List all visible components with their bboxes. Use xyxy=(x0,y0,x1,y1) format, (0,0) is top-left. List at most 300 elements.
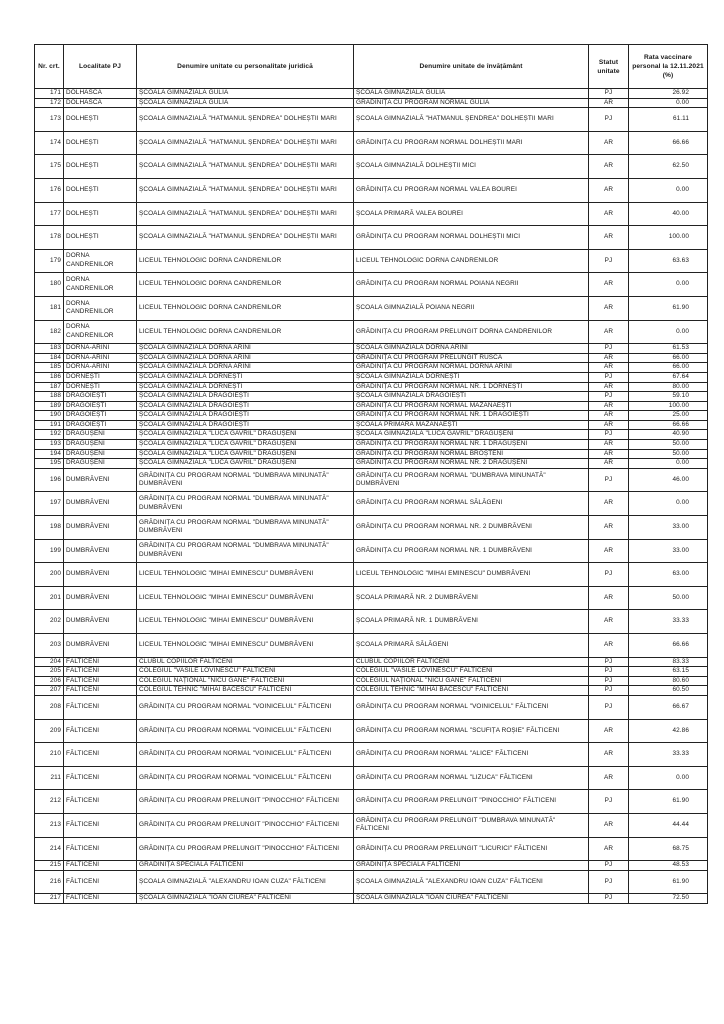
cell-rata: 63.63 xyxy=(629,249,708,273)
cell-statut: PJ xyxy=(589,686,629,696)
cell-statut: PJ xyxy=(589,249,629,273)
cell-nr: 201 xyxy=(35,586,64,610)
cell-nr: 193 xyxy=(35,440,64,450)
cell-rata: 61.90 xyxy=(629,790,708,814)
cell-denumire-pj: ȘCOALA GIMNAZIALĂ "LUCA GAVRIL" DRĂGUȘENI xyxy=(137,440,354,450)
cell-denumire-unitate: GRĂDINIȚA CU PROGRAM NORMAL NR. 1 DRĂGOIEȘTI xyxy=(354,411,589,421)
cell-nr: 181 xyxy=(35,296,64,320)
cell-statut: AR xyxy=(589,492,629,516)
cell-denumire-unitate: ȘCOALA GIMNAZIALĂ DORNEȘTI xyxy=(354,372,589,382)
cell-denumire-pj: GRĂDINIȚA CU PROGRAM NORMAL "DUMBRAVA MINUNATĂ" DUMBRĂVENI xyxy=(137,539,354,563)
cell-denumire-unitate: GRĂDINIȚA CU PROGRAM NORMAL DOLHEȘTII MICI xyxy=(354,226,589,250)
table-row xyxy=(35,837,708,861)
cell-denumire-pj: ȘCOALA GIMNAZIALĂ DORNEȘTI xyxy=(137,372,354,382)
cell-localitate: DOLHEȘTI xyxy=(64,131,137,155)
cell-nr: 192 xyxy=(35,430,64,440)
cell-statut: PJ xyxy=(589,790,629,814)
cell-denumire-unitate: GRĂDINIȚA CU PROGRAM NORMAL "SCUFIȚA ROȘIE" FĂLTICENI xyxy=(354,719,589,743)
cell-localitate: DOLHASCA xyxy=(64,98,137,108)
cell-denumire-pj: ȘCOALA GIMNAZIALĂ "HATMANUL ȘENDREA" DOLHEȘTII MARI xyxy=(137,155,354,179)
cell-denumire-unitate: GRĂDINIȚA CU PROGRAM PRELUNGIT "DUMBRAVA MINUNATĂ" FĂLTICENI xyxy=(354,813,589,837)
table-row xyxy=(35,353,708,363)
cell-nr: 171 xyxy=(35,89,64,99)
cell-denumire-pj: ȘCOALA GIMNAZIALĂ "HATMANUL ȘENDREA" DOLHEȘTII MARI xyxy=(137,131,354,155)
table-row xyxy=(35,459,708,469)
table-row xyxy=(35,719,708,743)
cell-rata: 67.64 xyxy=(629,372,708,382)
cell-denumire-unitate: GRĂDINIȚA CU PROGRAM PRELUNGIT DORNA CANDRENILOR xyxy=(354,320,589,344)
table-row xyxy=(35,667,708,677)
cell-localitate: DRĂGOIEȘTI xyxy=(64,401,137,411)
cell-denumire-pj: LICEUL TEHNOLOGIC DORNA CANDRENILOR xyxy=(137,296,354,320)
cell-denumire-pj: LICEUL TEHNOLOGIC "MIHAI EMINESCU" DUMBRĂVENI xyxy=(137,563,354,587)
table-header-row xyxy=(35,45,708,89)
cell-statut: PJ xyxy=(589,563,629,587)
cell-nr: 173 xyxy=(35,108,64,132)
vaccination-table-page xyxy=(34,44,707,904)
table-row xyxy=(35,695,708,719)
cell-localitate: DOLHASCA xyxy=(64,89,137,99)
cell-rata: 61.11 xyxy=(629,108,708,132)
cell-denumire-pj: ȘCOALA GIMNAZIALĂ "LUCA GAVRIL" DRĂGUȘENI xyxy=(137,430,354,440)
table-row xyxy=(35,790,708,814)
cell-localitate: FĂLTICENI xyxy=(64,790,137,814)
cell-denumire-pj: LICEUL TEHNOLOGIC DORNA CANDRENILOR xyxy=(137,273,354,297)
cell-denumire-unitate: LICEUL TEHNOLOGIC DORNA CANDRENILOR xyxy=(354,249,589,273)
cell-denumire-pj: CLUBUL COPIILOR FĂLTICENI xyxy=(137,657,354,667)
cell-nr: 183 xyxy=(35,344,64,354)
table-row xyxy=(35,178,708,202)
table-row xyxy=(35,108,708,132)
cell-denumire-unitate: ȘCOALA GIMNAZIALĂ "HATMANUL ȘENDREA" DOLHEȘTII MARI xyxy=(354,108,589,132)
cell-rata: 0.00 xyxy=(629,492,708,516)
cell-denumire-unitate: GRĂDINIȚA CU PROGRAM NORMAL DOLHEȘTII MARI xyxy=(354,131,589,155)
cell-denumire-unitate: GRĂDINIȚA CU PROGRAM PRELUNGIT "LICURICI" FĂLTICENI xyxy=(354,837,589,861)
table-row xyxy=(35,610,708,634)
cell-denumire-pj: GRĂDINIȚA CU PROGRAM PRELUNGIT "PINOCCHIO" FĂLTICENI xyxy=(137,813,354,837)
cell-rata: 66.00 xyxy=(629,353,708,363)
cell-denumire-pj: GRĂDINIȚA CU PROGRAM NORMAL "VOINICELUL" FĂLTICENI xyxy=(137,695,354,719)
table-row xyxy=(35,813,708,837)
cell-nr: 202 xyxy=(35,610,64,634)
cell-nr: 199 xyxy=(35,539,64,563)
table-row xyxy=(35,586,708,610)
cell-denumire-pj: ȘCOALA GIMNAZIALĂ "HATMANUL ȘENDREA" DOLHEȘTII MARI xyxy=(137,202,354,226)
cell-rata: 0.00 xyxy=(629,766,708,790)
cell-rata: 63.00 xyxy=(629,563,708,587)
cell-localitate: DORNA CANDRENILOR xyxy=(64,249,137,273)
table-row xyxy=(35,870,708,894)
cell-localitate: DOLHEȘTI xyxy=(64,202,137,226)
cell-rata: 68.75 xyxy=(629,837,708,861)
cell-localitate: DORNA-ARINI xyxy=(64,363,137,373)
cell-denumire-pj: GRĂDINIȚA CU PROGRAM NORMAL "DUMBRAVA MINUNATĂ" DUMBRĂVENI xyxy=(137,468,354,492)
cell-denumire-unitate: ȘCOALA GIMNAZIALĂ "IOAN CIUREA" FĂLTICENI xyxy=(354,894,589,904)
cell-denumire-unitate: ȘCOALA PRIMARĂ VALEA BOUREI xyxy=(354,202,589,226)
cell-localitate: FĂLTICENI xyxy=(64,766,137,790)
header-denumire-pj: Denumire unitate cu personalitate juridică xyxy=(137,45,354,89)
cell-denumire-pj: ȘCOALA GIMNAZIALĂ DORNEȘTI xyxy=(137,382,354,392)
cell-denumire-pj: ȘCOALA GIMNAZIALĂ "HATMANUL ȘENDREA" DOLHEȘTII MARI xyxy=(137,108,354,132)
cell-denumire-pj: GRĂDINIȚA CU PROGRAM NORMAL "DUMBRAVA MINUNATĂ" DUMBRĂVENI xyxy=(137,516,354,540)
cell-statut: AR xyxy=(589,382,629,392)
cell-nr: 177 xyxy=(35,202,64,226)
cell-statut: PJ xyxy=(589,344,629,354)
cell-nr: 197 xyxy=(35,492,64,516)
cell-denumire-unitate: GRĂDINIȚA CU PROGRAM PRELUNGIT "PINOCCHIO" FĂLTICENI xyxy=(354,790,589,814)
table-row xyxy=(35,155,708,179)
cell-statut: AR xyxy=(589,459,629,469)
cell-statut: AR xyxy=(589,226,629,250)
cell-nr: 204 xyxy=(35,657,64,667)
cell-nr: 213 xyxy=(35,813,64,837)
cell-rata: 0.00 xyxy=(629,98,708,108)
cell-nr: 174 xyxy=(35,131,64,155)
cell-statut: PJ xyxy=(589,392,629,402)
cell-statut: AR xyxy=(589,516,629,540)
cell-statut: PJ xyxy=(589,894,629,904)
cell-localitate: DUMBRĂVENI xyxy=(64,563,137,587)
cell-nr: 186 xyxy=(35,372,64,382)
cell-denumire-pj: GRĂDINIȚA CU PROGRAM PRELUNGIT "PINOCCHIO" FĂLTICENI xyxy=(137,837,354,861)
cell-statut: AR xyxy=(589,178,629,202)
cell-nr: 200 xyxy=(35,563,64,587)
cell-denumire-unitate: ȘCOALA GIMNAZIALĂ DRĂGOIEȘTI xyxy=(354,392,589,402)
cell-nr: 198 xyxy=(35,516,64,540)
table-row xyxy=(35,382,708,392)
table-row xyxy=(35,861,708,871)
cell-rata: 25.00 xyxy=(629,411,708,421)
cell-denumire-pj: ȘCOALA GIMNAZIALĂ "ALEXANDRU IOAN CUZA" FĂLTICENI xyxy=(137,870,354,894)
cell-denumire-pj: ȘCOALA GIMNAZIALĂ DORNA ARINI xyxy=(137,363,354,373)
cell-statut: AR xyxy=(589,449,629,459)
cell-localitate: FĂLTICENI xyxy=(64,686,137,696)
cell-statut: PJ xyxy=(589,861,629,871)
table-row xyxy=(35,344,708,354)
cell-nr: 195 xyxy=(35,459,64,469)
cell-nr: 194 xyxy=(35,449,64,459)
cell-rata: 60.50 xyxy=(629,686,708,696)
cell-rata: 100.00 xyxy=(629,226,708,250)
cell-denumire-pj: ȘCOALA GIMNAZIALĂ DORNA ARINI xyxy=(137,353,354,363)
cell-denumire-unitate: GRĂDINIȚA CU PROGRAM NORMAL "LIZUCA" FĂLTICENI xyxy=(354,766,589,790)
cell-statut: AR xyxy=(589,131,629,155)
cell-rata: 33.00 xyxy=(629,516,708,540)
cell-rata: 72.50 xyxy=(629,894,708,904)
cell-statut: PJ xyxy=(589,657,629,667)
cell-localitate: DRĂGUȘENI xyxy=(64,430,137,440)
cell-statut: AR xyxy=(589,296,629,320)
cell-localitate: FĂLTICENI xyxy=(64,870,137,894)
cell-nr: 182 xyxy=(35,320,64,344)
cell-rata: 59.10 xyxy=(629,392,708,402)
cell-denumire-pj: GRĂDINIȚA CU PROGRAM NORMAL "VOINICELUL" FĂLTICENI xyxy=(137,766,354,790)
cell-localitate: DOLHEȘTI xyxy=(64,226,137,250)
cell-denumire-unitate: ȘCOALA GIMNAZIALĂ GULIA xyxy=(354,89,589,99)
cell-rata: 0.00 xyxy=(629,459,708,469)
cell-rata: 66.67 xyxy=(629,695,708,719)
cell-rata: 40.90 xyxy=(629,430,708,440)
cell-denumire-pj: COLEGIUL "VASILE LOVINESCU" FĂLTICENI xyxy=(137,667,354,677)
table-row xyxy=(35,468,708,492)
cell-statut: AR xyxy=(589,273,629,297)
cell-statut: AR xyxy=(589,440,629,450)
cell-nr: 203 xyxy=(35,634,64,658)
cell-denumire-pj: ȘCOALA GIMNAZIALĂ DORNA ARINI xyxy=(137,344,354,354)
cell-denumire-unitate: COLEGIUL NAȚIONAL "NICU GANE" FĂLTICENI xyxy=(354,676,589,686)
cell-nr: 196 xyxy=(35,468,64,492)
cell-localitate: FĂLTICENI xyxy=(64,743,137,767)
cell-denumire-pj: ȘCOALA GIMNAZIALĂ DRĂGOIEȘTI xyxy=(137,401,354,411)
cell-statut: AR xyxy=(589,813,629,837)
cell-nr: 191 xyxy=(35,420,64,430)
table-row xyxy=(35,89,708,99)
cell-denumire-unitate: COLEGIUL "VASILE LOVINESCU" FĂLTICENI xyxy=(354,667,589,677)
cell-denumire-unitate: GRĂDINIȚA CU PROGRAM NORMAL NR. 1 DORNEȘTI xyxy=(354,382,589,392)
table-row xyxy=(35,131,708,155)
cell-statut: PJ xyxy=(589,89,629,99)
cell-statut: PJ xyxy=(589,870,629,894)
table-row xyxy=(35,516,708,540)
cell-denumire-pj: LICEUL TEHNOLOGIC "MIHAI EMINESCU" DUMBRĂVENI xyxy=(137,634,354,658)
cell-nr: 206 xyxy=(35,676,64,686)
cell-denumire-pj: GRĂDINIȚA CU PROGRAM NORMAL "DUMBRAVA MINUNATĂ" DUMBRĂVENI xyxy=(137,492,354,516)
cell-nr: 188 xyxy=(35,392,64,402)
table-row xyxy=(35,657,708,667)
cell-denumire-pj: GRĂDINIȚA SPECIALĂ FĂLTICENI xyxy=(137,861,354,871)
cell-denumire-unitate: GRĂDINIȚA CU PROGRAM NORMAL SĂLĂGENI xyxy=(354,492,589,516)
cell-rata: 33.33 xyxy=(629,743,708,767)
cell-rata: 0.00 xyxy=(629,178,708,202)
cell-localitate: FĂLTICENI xyxy=(64,861,137,871)
cell-localitate: FĂLTICENI xyxy=(64,894,137,904)
cell-denumire-pj: GRĂDINIȚA CU PROGRAM PRELUNGIT "PINOCCHIO" FĂLTICENI xyxy=(137,790,354,814)
cell-localitate: DUMBRĂVENI xyxy=(64,586,137,610)
table-row xyxy=(35,440,708,450)
cell-rata: 33.00 xyxy=(629,539,708,563)
cell-denumire-pj: COLEGIUL NAȚIONAL "NICU GANE" FĂLTICENI xyxy=(137,676,354,686)
cell-denumire-pj: ȘCOALA GIMNAZIALĂ "LUCA GAVRIL" DRĂGUȘENI xyxy=(137,459,354,469)
cell-localitate: DUMBRĂVENI xyxy=(64,634,137,658)
cell-localitate: DRĂGOIEȘTI xyxy=(64,411,137,421)
cell-localitate: DORNEȘTI xyxy=(64,382,137,392)
cell-statut: PJ xyxy=(589,430,629,440)
cell-denumire-unitate: ȘCOALA PRIMARĂ MĂZĂNĂEȘTI xyxy=(354,420,589,430)
cell-localitate: DRĂGUȘENI xyxy=(64,440,137,450)
table-row xyxy=(35,420,708,430)
cell-statut: AR xyxy=(589,320,629,344)
cell-nr: 175 xyxy=(35,155,64,179)
cell-statut: AR xyxy=(589,837,629,861)
header-rata-vaccinare: Rata vaccinare personal la 12.11.2021 (%) xyxy=(629,45,708,89)
cell-localitate: DRĂGOIEȘTI xyxy=(64,392,137,402)
cell-denumire-pj: LICEUL TEHNOLOGIC "MIHAI EMINESCU" DUMBRĂVENI xyxy=(137,610,354,634)
cell-statut: AR xyxy=(589,634,629,658)
cell-localitate: DRĂGUȘENI xyxy=(64,459,137,469)
cell-rata: 50.00 xyxy=(629,586,708,610)
cell-localitate: DOLHEȘTI xyxy=(64,178,137,202)
cell-statut: AR xyxy=(589,411,629,421)
cell-rata: 0.00 xyxy=(629,320,708,344)
cell-rata: 50.00 xyxy=(629,440,708,450)
vaccination-table xyxy=(34,44,708,904)
cell-localitate: DUMBRĂVENI xyxy=(64,610,137,634)
cell-rata: 63.15 xyxy=(629,667,708,677)
cell-denumire-unitate: GRĂDINIȚA CU PROGRAM NORMAL "VOINICELUL" FĂLTICENI xyxy=(354,695,589,719)
cell-denumire-unitate: ȘCOALA PRIMARĂ NR. 2 DUMBRĂVENI xyxy=(354,586,589,610)
cell-statut: PJ xyxy=(589,676,629,686)
cell-nr: 217 xyxy=(35,894,64,904)
cell-localitate: DORNA CANDRENILOR xyxy=(64,320,137,344)
cell-rata: 50.00 xyxy=(629,449,708,459)
cell-denumire-unitate: GRĂDINIȚA CU PROGRAM NORMAL NR. 2 DRĂGUȘENI xyxy=(354,459,589,469)
cell-localitate: FĂLTICENI xyxy=(64,676,137,686)
cell-nr: 185 xyxy=(35,363,64,373)
cell-nr: 212 xyxy=(35,790,64,814)
cell-statut: PJ xyxy=(589,468,629,492)
cell-denumire-unitate: ȘCOALA GIMNAZIALĂ "LUCA GAVRIL" DRĂGUȘENI xyxy=(354,430,589,440)
header-denumire-unitate: Denumire unitate de învățământ xyxy=(354,45,589,89)
cell-denumire-pj: ȘCOALA GIMNAZIALĂ "HATMANUL ȘENDREA" DOLHEȘTII MARI xyxy=(137,226,354,250)
cell-localitate: FĂLTICENI xyxy=(64,837,137,861)
cell-statut: AR xyxy=(589,586,629,610)
cell-denumire-unitate: GRĂDINIȚA CU PROGRAM NORMAL VALEA BOUREI xyxy=(354,178,589,202)
cell-statut: AR xyxy=(589,610,629,634)
cell-denumire-pj: ȘCOALA GIMNAZIALĂ DRĂGOIEȘTI xyxy=(137,392,354,402)
cell-denumire-unitate: GRĂDINIȚA CU PROGRAM NORMAL GULIA xyxy=(354,98,589,108)
cell-rata: 100.00 xyxy=(629,401,708,411)
cell-statut: AR xyxy=(589,363,629,373)
cell-denumire-pj: ȘCOALA GIMNAZIALĂ GULIA xyxy=(137,89,354,99)
cell-denumire-pj: GRĂDINIȚA CU PROGRAM NORMAL "VOINICELUL" FĂLTICENI xyxy=(137,743,354,767)
cell-statut: AR xyxy=(589,539,629,563)
cell-statut: AR xyxy=(589,766,629,790)
cell-nr: 216 xyxy=(35,870,64,894)
cell-localitate: DOLHEȘTI xyxy=(64,108,137,132)
cell-denumire-unitate: GRĂDINIȚA CU PROGRAM NORMAL MĂZĂNĂEȘTI xyxy=(354,401,589,411)
table-row xyxy=(35,686,708,696)
cell-nr: 205 xyxy=(35,667,64,677)
table-row xyxy=(35,492,708,516)
cell-statut: PJ xyxy=(589,695,629,719)
cell-rata: 61.90 xyxy=(629,296,708,320)
header-statut: Statut unitate xyxy=(589,45,629,89)
cell-rata: 80.60 xyxy=(629,676,708,686)
cell-localitate: FĂLTICENI xyxy=(64,695,137,719)
cell-statut: PJ xyxy=(589,667,629,677)
cell-denumire-unitate: LICEUL TEHNOLOGIC "MIHAI EMINESCU" DUMBRĂVENI xyxy=(354,563,589,587)
table-row xyxy=(35,411,708,421)
cell-denumire-unitate: GRĂDINIȚA CU PROGRAM NORMAL POIANA NEGRII xyxy=(354,273,589,297)
table-row xyxy=(35,743,708,767)
cell-localitate: DORNA CANDRENILOR xyxy=(64,296,137,320)
table-row xyxy=(35,766,708,790)
table-row xyxy=(35,226,708,250)
cell-denumire-unitate: GRĂDINIȚA CU PROGRAM NORMAL NR. 2 DUMBRĂVENI xyxy=(354,516,589,540)
cell-rata: 66.66 xyxy=(629,131,708,155)
cell-nr: 211 xyxy=(35,766,64,790)
cell-denumire-pj: GRĂDINIȚA CU PROGRAM NORMAL "VOINICELUL" FĂLTICENI xyxy=(137,719,354,743)
cell-statut: AR xyxy=(589,420,629,430)
cell-statut: PJ xyxy=(589,108,629,132)
cell-nr: 208 xyxy=(35,695,64,719)
cell-denumire-pj: ȘCOALA GIMNAZIALĂ DRĂGOIEȘTI xyxy=(137,420,354,430)
cell-statut: AR xyxy=(589,401,629,411)
cell-denumire-pj: LICEUL TEHNOLOGIC DORNA CANDRENILOR xyxy=(137,320,354,344)
cell-localitate: DUMBRĂVENI xyxy=(64,468,137,492)
table-row xyxy=(35,320,708,344)
cell-rata: 66.66 xyxy=(629,634,708,658)
cell-rata: 66.66 xyxy=(629,420,708,430)
cell-denumire-unitate: CLUBUL COPIILOR FĂLTICENI xyxy=(354,657,589,667)
table-row xyxy=(35,401,708,411)
table-row xyxy=(35,894,708,904)
cell-localitate: FĂLTICENI xyxy=(64,719,137,743)
cell-nr: 184 xyxy=(35,353,64,363)
cell-denumire-pj: ȘCOALA GIMNAZIALĂ "IOAN CIUREA" FĂLTICENI xyxy=(137,894,354,904)
table-row xyxy=(35,676,708,686)
cell-rata: 62.50 xyxy=(629,155,708,179)
cell-statut: AR xyxy=(589,719,629,743)
cell-rata: 40.00 xyxy=(629,202,708,226)
cell-localitate: FĂLTICENI xyxy=(64,667,137,677)
cell-rata: 42.86 xyxy=(629,719,708,743)
cell-denumire-pj: ȘCOALA GIMNAZIALĂ GULIA xyxy=(137,98,354,108)
cell-localitate: FĂLTICENI xyxy=(64,813,137,837)
cell-denumire-unitate: ȘCOALA PRIMARĂ SĂLĂGENI xyxy=(354,634,589,658)
cell-statut: AR xyxy=(589,743,629,767)
table-row xyxy=(35,430,708,440)
cell-denumire-unitate: GRĂDINIȚA CU PROGRAM NORMAL BROȘTENI xyxy=(354,449,589,459)
table-row xyxy=(35,98,708,108)
table-row xyxy=(35,372,708,382)
cell-denumire-unitate: GRĂDINIȚA CU PROGRAM NORMAL NR. 1 DRĂGUȘENI xyxy=(354,440,589,450)
cell-denumire-unitate: ȘCOALA GIMNAZIALĂ DOLHEȘTII MICI xyxy=(354,155,589,179)
cell-rata: 46.00 xyxy=(629,468,708,492)
cell-nr: 172 xyxy=(35,98,64,108)
table-row xyxy=(35,449,708,459)
cell-localitate: DORNA-ARINI xyxy=(64,353,137,363)
cell-denumire-pj: ȘCOALA GIMNAZIALĂ "LUCA GAVRIL" DRĂGUȘENI xyxy=(137,449,354,459)
cell-localitate: DORNEȘTI xyxy=(64,372,137,382)
header-nr: Nr. crt. xyxy=(35,45,64,89)
cell-localitate: DOLHEȘTI xyxy=(64,155,137,179)
cell-denumire-unitate: GRĂDINIȚA SPECIALĂ FĂLTICENI xyxy=(354,861,589,871)
cell-nr: 190 xyxy=(35,411,64,421)
cell-nr: 214 xyxy=(35,837,64,861)
cell-denumire-pj: ȘCOALA GIMNAZIALĂ "HATMANUL ȘENDREA" DOLHEȘTII MARI xyxy=(137,178,354,202)
cell-nr: 178 xyxy=(35,226,64,250)
cell-denumire-pj: LICEUL TEHNOLOGIC DORNA CANDRENILOR xyxy=(137,249,354,273)
cell-denumire-unitate: GRĂDINIȚA CU PROGRAM NORMAL "DUMBRAVA MINUNATĂ" DUMBRĂVENI xyxy=(354,468,589,492)
table-row xyxy=(35,634,708,658)
cell-statut: AR xyxy=(589,155,629,179)
cell-nr: 187 xyxy=(35,382,64,392)
cell-nr: 179 xyxy=(35,249,64,273)
cell-rata: 33.33 xyxy=(629,610,708,634)
cell-denumire-unitate: ȘCOALA GIMNAZIALĂ DORNA ARINI xyxy=(354,344,589,354)
cell-localitate: DUMBRĂVENI xyxy=(64,492,137,516)
cell-rata: 80.00 xyxy=(629,382,708,392)
table-row xyxy=(35,392,708,402)
cell-localitate: DUMBRĂVENI xyxy=(64,539,137,563)
cell-nr: 210 xyxy=(35,743,64,767)
cell-denumire-unitate: COLEGIUL TEHNIC "MIHAI BĂCESCU" FĂLTICENI xyxy=(354,686,589,696)
cell-denumire-pj: COLEGIUL TEHNIC "MIHAI BĂCESCU" FĂLTICENI xyxy=(137,686,354,696)
cell-denumire-unitate: ȘCOALA PRIMARĂ NR. 1 DUMBRĂVENI xyxy=(354,610,589,634)
table-row xyxy=(35,539,708,563)
cell-rata: 61.90 xyxy=(629,870,708,894)
